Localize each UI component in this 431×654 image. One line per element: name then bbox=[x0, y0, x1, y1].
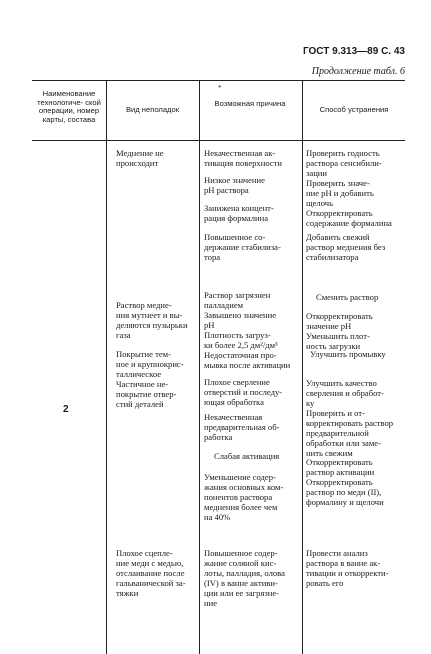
cause-item: Некачественная ак- тивация поверхности bbox=[204, 148, 283, 168]
remedy-item: Сменить раствор bbox=[316, 292, 379, 302]
cause-item: Раствор загрязнен палладием bbox=[204, 290, 271, 310]
page-header: ГОСТ 9.313—89 С. 43 bbox=[302, 46, 405, 57]
column-divider-2 bbox=[199, 80, 200, 654]
remedy-item: Добавить свежий раствор меднения без стабилизатора bbox=[306, 232, 386, 262]
column-divider-3 bbox=[302, 80, 303, 654]
column-header-defect: Вид неполадок bbox=[125, 105, 180, 114]
remedy-item: Откорректировать раствор активации bbox=[306, 457, 375, 477]
table-top-rule bbox=[32, 80, 405, 81]
defect-item: Частичное не- покрытие отвер- стий деталей bbox=[116, 379, 177, 409]
remedy-item: Проверить годность раствора сенсибили- зации bbox=[306, 148, 382, 178]
remedy-item: Проверить значе- ние рН и добавить щелочь bbox=[306, 178, 374, 208]
column-divider-1 bbox=[106, 80, 107, 654]
cause-item: Некачественная предварительная об- работка bbox=[204, 412, 280, 442]
remedy-item: Откорректировать содержание формалина bbox=[306, 208, 392, 228]
remedy-item: Уменьшить плот- ность загрузки bbox=[306, 331, 370, 351]
remedy-item: Улучшить промывку bbox=[310, 349, 386, 359]
defect-item: Плохое сцепле- ние меди с медью, отслаивание после гальванической за- тяжки bbox=[116, 548, 186, 598]
cause-item: Плотность загруз- ки более 2,5 дм²/дм³ bbox=[204, 330, 278, 350]
defect-item: Меднение не происходит bbox=[116, 148, 164, 168]
cause-item: Уменьшение содер- жания основных ком- понентов раствора меднения более чем на 40% bbox=[204, 472, 284, 522]
cause-item: Занижена концент- рация формалина bbox=[204, 203, 274, 223]
cause-item: Повышенное содер- жание соляной кис- лоты, палладия, олова (IV) в ванне активи- ции или ее загрязне- ние bbox=[204, 548, 285, 608]
cause-item: Слабая активация bbox=[214, 451, 280, 461]
cause-item: Завышено значение рН bbox=[204, 310, 277, 330]
table-header-rule bbox=[32, 140, 405, 141]
defect-item: Покрытие тем- ное и крупнокрис- таллическое bbox=[116, 349, 184, 379]
column-header-remedy: Способ устранения bbox=[319, 105, 389, 114]
remedy-item: Провести анализ раствора в ванне ак- тивации и откорректи- ровать его bbox=[306, 548, 389, 588]
column-header-operation: Наименование технологиче- ской операции, номер карты, состава bbox=[37, 89, 101, 124]
remedy-item: Откорректировать значение рН bbox=[306, 311, 373, 331]
header-mark: * bbox=[218, 84, 222, 92]
cause-item: Недостаточная про- мывка после активации bbox=[204, 350, 291, 370]
operation-number: 2 bbox=[63, 404, 69, 415]
cause-item: Низкое значение рН раствора bbox=[204, 175, 265, 195]
remedy-item: Улучшить качество сверления и обработ- ку bbox=[306, 378, 384, 408]
remedy-item: Откорректировать раствор по меди (II), формалину и щелочи bbox=[306, 477, 384, 507]
column-header-cause: Возможная причина bbox=[214, 99, 286, 108]
cause-item: Плохое сверление отверстий и последу- ющая обработка bbox=[204, 377, 283, 407]
table-continuation-label: Продолжение табл. 6 bbox=[311, 66, 405, 77]
defect-item: Раствор медне- ния мутнеет и вы- деляются пузырьки газа bbox=[116, 300, 188, 340]
remedy-item: Проверить и от- корректировать раствор предварительной обработки или заме- нить свежим bbox=[306, 408, 394, 458]
cause-item: Повышенное со- держание стабилиза- тора bbox=[204, 232, 281, 262]
